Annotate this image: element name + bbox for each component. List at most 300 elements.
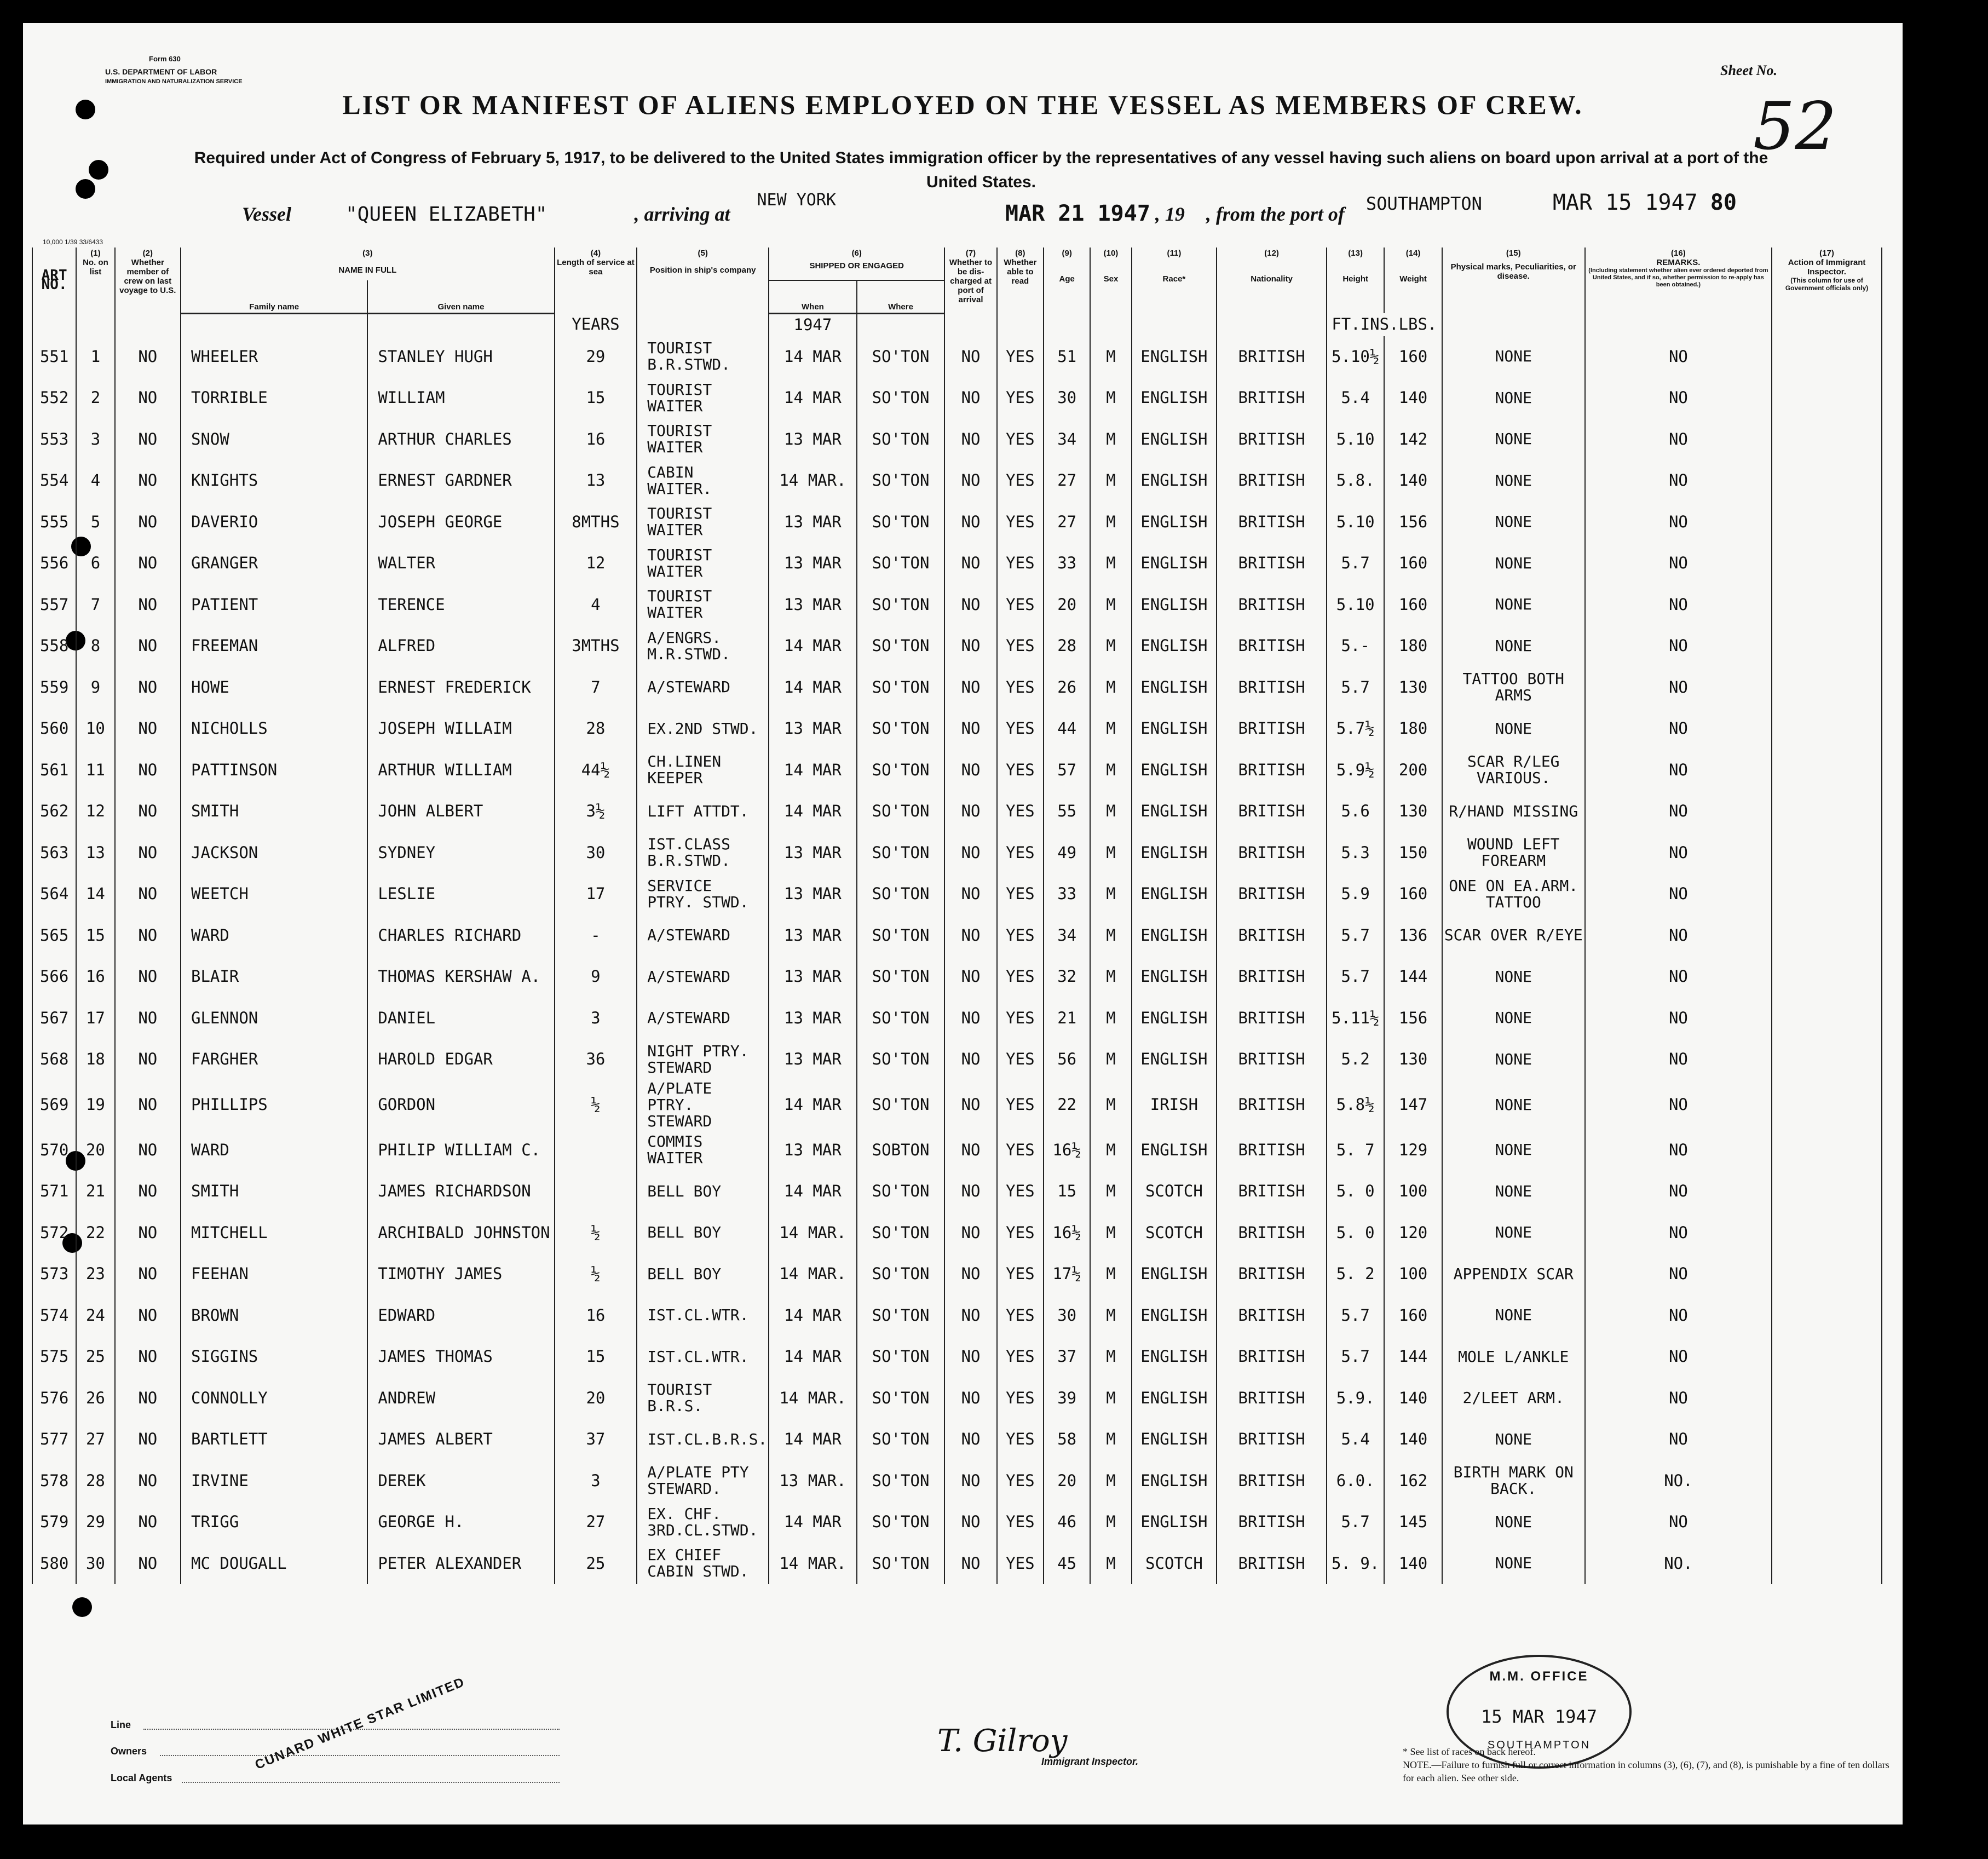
cell-family-name: JACKSON xyxy=(181,832,367,874)
cell-length-of-service: 15 xyxy=(555,1336,637,1378)
cell-physical-marks: NONE xyxy=(1442,1171,1585,1212)
header-shipped-engaged xyxy=(769,248,944,280)
cell-weight: 160 xyxy=(1384,1295,1442,1337)
cell-list-number: 12 xyxy=(76,791,114,832)
unit-year: 1947 xyxy=(769,313,857,336)
cell-age: 33 xyxy=(1044,543,1090,584)
cell-discharged: NO xyxy=(944,832,996,874)
cell-height: 5. 0 xyxy=(1327,1212,1384,1254)
cell-inspector-action xyxy=(1772,915,1882,957)
cell-length-of-service: 36 xyxy=(555,1039,637,1080)
cell-position: COMMIS WAITER xyxy=(637,1130,769,1171)
cell-length-of-service: 3MTHS xyxy=(555,625,637,667)
cell-crew-last-voyage: NO xyxy=(115,1295,181,1337)
cell-family-name: PATTINSON xyxy=(181,750,367,791)
cell-remarks: NO xyxy=(1585,1253,1772,1295)
cell-shipped-when: 13 MAR xyxy=(769,998,857,1039)
cell-shipped-when: 13 MAR xyxy=(769,584,857,626)
cell-age: 39 xyxy=(1044,1378,1090,1419)
cell-family-name: FEEHAN xyxy=(181,1253,367,1295)
cell-crew-last-voyage: NO xyxy=(115,1460,181,1502)
header-discharged xyxy=(944,248,996,313)
cell-art-number: 575 xyxy=(32,1336,76,1378)
cell-shipped-when: 13 MAR xyxy=(769,832,857,874)
manifest-rows xyxy=(32,313,1882,1584)
cell-sex: M xyxy=(1090,543,1131,584)
cell-weight: 147 xyxy=(1384,1080,1442,1130)
cell-height: 5.7 xyxy=(1327,915,1384,957)
cell-able-to-read: YES xyxy=(997,584,1044,626)
cell-sex: M xyxy=(1090,1080,1131,1130)
cell-given-name: PHILIP WILLIAM C. xyxy=(367,1130,554,1171)
cell-crew-last-voyage: NO xyxy=(115,1378,181,1419)
cell-art-number: 574 xyxy=(32,1295,76,1337)
cell-able-to-read: YES xyxy=(997,998,1044,1039)
cell-physical-marks: NONE xyxy=(1442,1419,1585,1460)
cell-inspector-action xyxy=(1772,1130,1882,1171)
header-physical-marks xyxy=(1442,248,1585,313)
cell-family-name: FARGHER xyxy=(181,1039,367,1080)
cell-shipped-where: SO'TON xyxy=(857,1336,945,1378)
arriving-port: NEW YORK xyxy=(757,191,836,210)
cell-remarks: NO xyxy=(1585,460,1772,502)
cell-able-to-read: YES xyxy=(997,419,1044,461)
departure-extra: 80 xyxy=(1710,190,1737,215)
table-row xyxy=(32,419,1882,461)
cell-physical-marks: NONE xyxy=(1442,1080,1585,1130)
cell-art-number: 580 xyxy=(32,1543,76,1585)
col-num-4: (4) xyxy=(590,249,601,258)
cell-given-name: JAMES RICHARDSON xyxy=(367,1171,554,1212)
cell-art-number: 565 xyxy=(32,915,76,957)
cell-length-of-service: 16 xyxy=(555,1295,637,1337)
arrival-date-stamp: MAR 21 1947 xyxy=(1005,201,1150,226)
cell-shipped-where: SO'TON xyxy=(857,1378,945,1419)
cell-length-of-service: 4 xyxy=(555,584,637,626)
cell-length-of-service: 9 xyxy=(555,956,637,998)
cell-able-to-read: YES xyxy=(997,1212,1044,1254)
cell-shipped-where: SO'TON xyxy=(857,1295,945,1337)
cell-art-number: 553 xyxy=(32,419,76,461)
cell-remarks: NO xyxy=(1585,419,1772,461)
cell-nationality: BRITISH xyxy=(1217,1460,1327,1502)
cell-list-number: 10 xyxy=(76,708,114,750)
cell-inspector-action xyxy=(1772,377,1882,419)
cell-discharged: NO xyxy=(944,998,996,1039)
cell-given-name: ALFRED xyxy=(367,625,554,667)
cell-physical-marks: NONE xyxy=(1442,1295,1585,1337)
cell-list-number: 4 xyxy=(76,460,114,502)
cell-remarks: NO xyxy=(1585,502,1772,543)
cell-height: 5.10 xyxy=(1327,502,1384,543)
cell-list-number: 16 xyxy=(76,956,114,998)
cell-list-number: 2 xyxy=(76,377,114,419)
cell-art-number: 576 xyxy=(32,1378,76,1419)
vessel-line xyxy=(242,190,1737,226)
cell-art-number: 559 xyxy=(32,667,76,709)
cell-age: 17½ xyxy=(1044,1253,1090,1295)
cell-nationality: BRITISH xyxy=(1217,584,1327,626)
cell-age: 46 xyxy=(1044,1501,1090,1543)
cell-discharged: NO xyxy=(944,502,996,543)
cell-shipped-when: 13 MAR xyxy=(769,873,857,915)
cell-shipped-where: SO'TON xyxy=(857,1212,945,1254)
cell-shipped-where: SO'TON xyxy=(857,584,945,626)
cell-nationality: BRITISH xyxy=(1217,708,1327,750)
cell-sex: M xyxy=(1090,1501,1131,1543)
cell-nationality: BRITISH xyxy=(1217,750,1327,791)
cell-shipped-where: SO'TON xyxy=(857,1419,945,1460)
race-note: * See list of races on back hereof. xyxy=(1403,1746,1536,1757)
cell-sex: M xyxy=(1090,1419,1131,1460)
col-label-13: Height xyxy=(1342,274,1368,284)
cell-race: ENGLISH xyxy=(1132,1419,1217,1460)
cell-family-name: WEETCH xyxy=(181,873,367,915)
cell-height: 5.2 xyxy=(1327,1039,1384,1080)
cell-length-of-service: 3 xyxy=(555,998,637,1039)
cell-family-name: CONNOLLY xyxy=(181,1378,367,1419)
cell-crew-last-voyage: NO xyxy=(115,1039,181,1080)
cell-age: 44 xyxy=(1044,708,1090,750)
cell-shipped-where: SO'TON xyxy=(857,336,945,378)
table-row xyxy=(32,1295,1882,1337)
cell-discharged: NO xyxy=(944,1253,996,1295)
cell-race: ENGLISH xyxy=(1132,336,1217,378)
cell-physical-marks: NONE xyxy=(1442,1130,1585,1171)
cell-race: SCOTCH xyxy=(1132,1171,1217,1212)
cell-age: 30 xyxy=(1044,377,1090,419)
cell-shipped-where: SO'TON xyxy=(857,625,945,667)
agents-label: Local Agents xyxy=(111,1772,172,1783)
cell-art-number: 554 xyxy=(32,460,76,502)
cell-position: A/PLATE PTY STEWARD. xyxy=(637,1460,769,1502)
cell-position: A/STEWARD xyxy=(637,915,769,957)
cell-crew-last-voyage: NO xyxy=(115,1336,181,1378)
cell-given-name: THOMAS KERSHAW A. xyxy=(367,956,554,998)
form-number: Form 630 xyxy=(149,55,181,63)
cell-list-number: 5 xyxy=(76,502,114,543)
cell-art-number: 572 xyxy=(32,1212,76,1254)
cell-art-number: 563 xyxy=(32,832,76,874)
cell-shipped-where: SO'TON xyxy=(857,1039,945,1080)
document-title: LIST OR MANIFEST OF ALIENS EMPLOYED ON THE VESSEL AS MEMBERS OF CREW. xyxy=(342,89,1583,120)
cell-weight: 156 xyxy=(1384,998,1442,1039)
col-num-10: (10) xyxy=(1103,249,1119,258)
cell-crew-last-voyage: NO xyxy=(115,1419,181,1460)
cell-position: IST.CL.B.R.S. xyxy=(637,1419,769,1460)
cell-remarks: NO. xyxy=(1585,1460,1772,1502)
cell-weight: 160 xyxy=(1384,873,1442,915)
cell-race: ENGLISH xyxy=(1132,791,1217,832)
cell-weight: 100 xyxy=(1384,1171,1442,1212)
cell-physical-marks: NONE xyxy=(1442,708,1585,750)
cell-family-name: HOWE xyxy=(181,667,367,709)
cell-physical-marks: TATTOO BOTH ARMS xyxy=(1442,667,1585,709)
cell-remarks: NO xyxy=(1585,667,1772,709)
cell-height: 5.6 xyxy=(1327,791,1384,832)
cell-height: 5. 0 xyxy=(1327,1171,1384,1212)
cell-race: IRISH xyxy=(1132,1080,1217,1130)
cell-discharged: NO xyxy=(944,625,996,667)
cell-list-number: 27 xyxy=(76,1419,114,1460)
cell-sex: M xyxy=(1090,1171,1131,1212)
cell-physical-marks: NONE xyxy=(1442,1543,1585,1585)
cell-shipped-when: 13 MAR xyxy=(769,956,857,998)
cell-position: IST.CLASS B.R.STWD. xyxy=(637,832,769,874)
cell-physical-marks: APPENDIX SCAR xyxy=(1442,1253,1585,1295)
cell-sex: M xyxy=(1090,1543,1131,1585)
cell-age: 20 xyxy=(1044,1460,1090,1502)
print-code: 10,000 1/39 33/6433 xyxy=(43,238,103,246)
cell-given-name: DANIEL xyxy=(367,998,554,1039)
cell-sex: M xyxy=(1090,1039,1131,1080)
handwritten-sheet-number: 52 xyxy=(1753,89,1837,165)
cell-crew-last-voyage: NO xyxy=(115,1212,181,1254)
cell-given-name: SYDNEY xyxy=(367,832,554,874)
cell-position: TOURIST WAITER xyxy=(637,543,769,584)
cell-shipped-when: 13 MAR xyxy=(769,1130,857,1171)
cell-inspector-action xyxy=(1772,1253,1882,1295)
cell-age: 30 xyxy=(1044,1295,1090,1337)
cell-length-of-service: 20 xyxy=(555,1378,637,1419)
cell-given-name: PETER ALEXANDER xyxy=(367,1543,554,1585)
footer-notes xyxy=(1403,1745,1895,1785)
cell-shipped-when: 14 MAR xyxy=(769,336,857,378)
cell-height: 5.7 xyxy=(1327,667,1384,709)
cell-length-of-service: 27 xyxy=(555,1501,637,1543)
cell-family-name: PHILLIPS xyxy=(181,1080,367,1130)
cell-race: ENGLISH xyxy=(1132,419,1217,461)
cell-given-name: ANDREW xyxy=(367,1378,554,1419)
cell-crew-last-voyage: NO xyxy=(115,1253,181,1295)
cell-family-name: BARTLETT xyxy=(181,1419,367,1460)
cell-list-number: 18 xyxy=(76,1039,114,1080)
table-row xyxy=(32,1080,1882,1130)
cell-race: ENGLISH xyxy=(1132,1253,1217,1295)
cell-list-number: 7 xyxy=(76,584,114,626)
cell-length-of-service: ½ xyxy=(555,1253,637,1295)
vessel-label: Vessel xyxy=(242,203,291,225)
cell-given-name: GORDON xyxy=(367,1080,554,1130)
cell-height: 5.11½ xyxy=(1327,998,1384,1039)
col-num-8: (8) xyxy=(1015,249,1025,258)
cell-sex: M xyxy=(1090,1378,1131,1419)
cell-discharged: NO xyxy=(944,915,996,957)
cell-given-name: ERNEST FREDERICK xyxy=(367,667,554,709)
header-where: Where xyxy=(857,280,945,313)
cell-remarks: NO xyxy=(1585,1378,1772,1419)
agency-line-1: U.S. DEPARTMENT OF LABOR xyxy=(105,67,217,76)
cell-crew-last-voyage: NO xyxy=(115,336,181,378)
table-row xyxy=(32,336,1882,378)
cell-shipped-where: SO'TON xyxy=(857,460,945,502)
col-label-1: No. on list xyxy=(83,258,108,277)
table-row xyxy=(32,1039,1882,1080)
header-weight xyxy=(1384,248,1442,313)
cell-race: ENGLISH xyxy=(1132,873,1217,915)
cell-physical-marks: MOLE L/ANKLE xyxy=(1442,1336,1585,1378)
cell-shipped-when: 14 MAR xyxy=(769,1501,857,1543)
cell-family-name: FREEMAN xyxy=(181,625,367,667)
cell-physical-marks: NONE xyxy=(1442,460,1585,502)
cell-age: 27 xyxy=(1044,502,1090,543)
header-no-on-list xyxy=(76,248,114,313)
line-stamp: CUNARD WHITE STAR LIMITED xyxy=(253,1674,468,1773)
agency-block xyxy=(105,67,243,87)
cell-inspector-action xyxy=(1772,1378,1882,1419)
cell-weight: 140 xyxy=(1384,1419,1442,1460)
punch-hole-8 xyxy=(72,1597,92,1617)
cell-shipped-where: SO'TON xyxy=(857,832,945,874)
cell-race: ENGLISH xyxy=(1132,1039,1217,1080)
cell-family-name: SIGGINS xyxy=(181,1336,367,1378)
cell-height: 5. 7 xyxy=(1327,1130,1384,1171)
cell-family-name: SMITH xyxy=(181,791,367,832)
line-label: Line xyxy=(111,1719,131,1730)
cell-list-number: 21 xyxy=(76,1171,114,1212)
col-label-9: Age xyxy=(1059,274,1075,284)
cell-discharged: NO xyxy=(944,1543,996,1585)
cell-shipped-where: SO'TON xyxy=(857,1171,945,1212)
cell-age: 45 xyxy=(1044,1543,1090,1585)
cell-list-number: 9 xyxy=(76,667,114,709)
cell-length-of-service: 12 xyxy=(555,543,637,584)
cell-inspector-action xyxy=(1772,1419,1882,1460)
cell-nationality: BRITISH xyxy=(1217,832,1327,874)
cell-nationality: BRITISH xyxy=(1217,1130,1327,1171)
owners-dots xyxy=(160,1755,560,1756)
cell-art-number: 552 xyxy=(32,377,76,419)
stamp-top: M.M. OFFICE xyxy=(1489,1669,1589,1684)
cell-length-of-service: 16 xyxy=(555,419,637,461)
table-row xyxy=(32,750,1882,791)
cell-list-number: 20 xyxy=(76,1130,114,1171)
cell-discharged: NO xyxy=(944,1171,996,1212)
owners-label: Owners xyxy=(111,1746,147,1757)
cell-physical-marks: NONE xyxy=(1442,502,1585,543)
stamp-date: 15 MAR 1947 xyxy=(1481,1706,1597,1727)
cell-crew-last-voyage: NO xyxy=(115,1080,181,1130)
cell-nationality: BRITISH xyxy=(1217,1378,1327,1419)
table-row xyxy=(32,584,1882,626)
col-label-17: Action of Immigrant Inspector. xyxy=(1788,258,1866,277)
cell-discharged: NO xyxy=(944,1212,996,1254)
table-row xyxy=(32,1212,1882,1254)
cell-position: A/ENGRS. M.R.STWD. xyxy=(637,625,769,667)
cell-weight: 140 xyxy=(1384,1378,1442,1419)
col-label-10: Sex xyxy=(1103,274,1119,284)
cell-position: CH.LINEN KEEPER xyxy=(637,750,769,791)
cell-height: 5.7½ xyxy=(1327,708,1384,750)
cell-able-to-read: YES xyxy=(997,1130,1044,1171)
cell-height: 5.4 xyxy=(1327,377,1384,419)
header-art-no: ART NO. xyxy=(32,248,76,313)
cell-given-name: TIMOTHY JAMES xyxy=(367,1253,554,1295)
cell-height: 5.7 xyxy=(1327,1501,1384,1543)
cell-shipped-when: 13 MAR xyxy=(769,419,857,461)
cell-position: IST.CL.WTR. xyxy=(637,1336,769,1378)
cell-list-number: 29 xyxy=(76,1501,114,1543)
cell-position: TOURIST WAITER xyxy=(637,377,769,419)
cell-remarks: NO xyxy=(1585,791,1772,832)
cell-sex: M xyxy=(1090,832,1131,874)
cell-shipped-where: SO'TON xyxy=(857,708,945,750)
table-row xyxy=(32,791,1882,832)
cell-given-name: JOSEPH GEORGE xyxy=(367,502,554,543)
col-num-12: (12) xyxy=(1264,249,1279,258)
cell-nationality: BRITISH xyxy=(1217,873,1327,915)
cell-physical-marks: NONE xyxy=(1442,956,1585,998)
cell-race: ENGLISH xyxy=(1132,1336,1217,1378)
cell-art-number: 551 xyxy=(32,336,76,378)
table-row xyxy=(32,1419,1882,1460)
table-row xyxy=(32,625,1882,667)
cell-position: TOURIST B.R.STWD. xyxy=(637,336,769,378)
cell-shipped-when: 13 MAR. xyxy=(769,1460,857,1502)
cell-shipped-when: 13 MAR xyxy=(769,502,857,543)
col-num-11: (11) xyxy=(1167,249,1182,258)
cell-age: 56 xyxy=(1044,1039,1090,1080)
cell-art-number: 562 xyxy=(32,791,76,832)
cell-height: 5. 2 xyxy=(1327,1253,1384,1295)
cell-list-number: 23 xyxy=(76,1253,114,1295)
cell-given-name: LESLIE xyxy=(367,873,554,915)
cell-able-to-read: YES xyxy=(997,1295,1044,1337)
cell-position: A/STEWARD xyxy=(637,956,769,998)
cell-discharged: NO xyxy=(944,1460,996,1502)
table-row xyxy=(32,1378,1882,1419)
cell-inspector-action xyxy=(1772,667,1882,709)
cell-position: A/STEWARD xyxy=(637,998,769,1039)
cell-height: 5.9½ xyxy=(1327,750,1384,791)
col-label-16: REMARKS. xyxy=(1656,258,1701,267)
cell-crew-last-voyage: NO xyxy=(115,1501,181,1543)
cell-physical-marks: NONE xyxy=(1442,336,1585,378)
punch-hole-3 xyxy=(76,179,95,199)
cell-remarks: NO xyxy=(1585,584,1772,626)
cell-inspector-action xyxy=(1772,1336,1882,1378)
cell-able-to-read: YES xyxy=(997,625,1044,667)
cell-discharged: NO xyxy=(944,1039,996,1080)
cell-length-of-service: ½ xyxy=(555,1212,637,1254)
cell-age: 27 xyxy=(1044,460,1090,502)
cell-list-number: 19 xyxy=(76,1080,114,1130)
col-label-5: Position in ship's company xyxy=(649,266,756,275)
header-family-name: Family name xyxy=(181,280,367,313)
cell-able-to-read: YES xyxy=(997,873,1044,915)
cell-shipped-when: 14 MAR xyxy=(769,1080,857,1130)
cell-race: ENGLISH xyxy=(1132,956,1217,998)
col-label-8: Whether able to read xyxy=(1004,258,1037,286)
cell-family-name: TORRIBLE xyxy=(181,377,367,419)
cell-art-number: 570 xyxy=(32,1130,76,1171)
cell-shipped-when: 14 MAR xyxy=(769,1295,857,1337)
cell-able-to-read: YES xyxy=(997,1253,1044,1295)
cell-list-number: 13 xyxy=(76,832,114,874)
cell-inspector-action xyxy=(1772,1039,1882,1080)
cell-remarks: NO xyxy=(1585,998,1772,1039)
cell-position: LIFT ATTDT. xyxy=(637,791,769,832)
cell-race: ENGLISH xyxy=(1132,584,1217,626)
col-num-13: (13) xyxy=(1348,249,1363,258)
cell-crew-last-voyage: NO xyxy=(115,667,181,709)
cell-age: 16½ xyxy=(1044,1212,1090,1254)
col-label-14: Weight xyxy=(1399,274,1427,284)
table-row xyxy=(32,460,1882,502)
cell-sex: M xyxy=(1090,1336,1131,1378)
table-row xyxy=(32,956,1882,998)
cell-position: TOURIST WAITER xyxy=(637,419,769,461)
